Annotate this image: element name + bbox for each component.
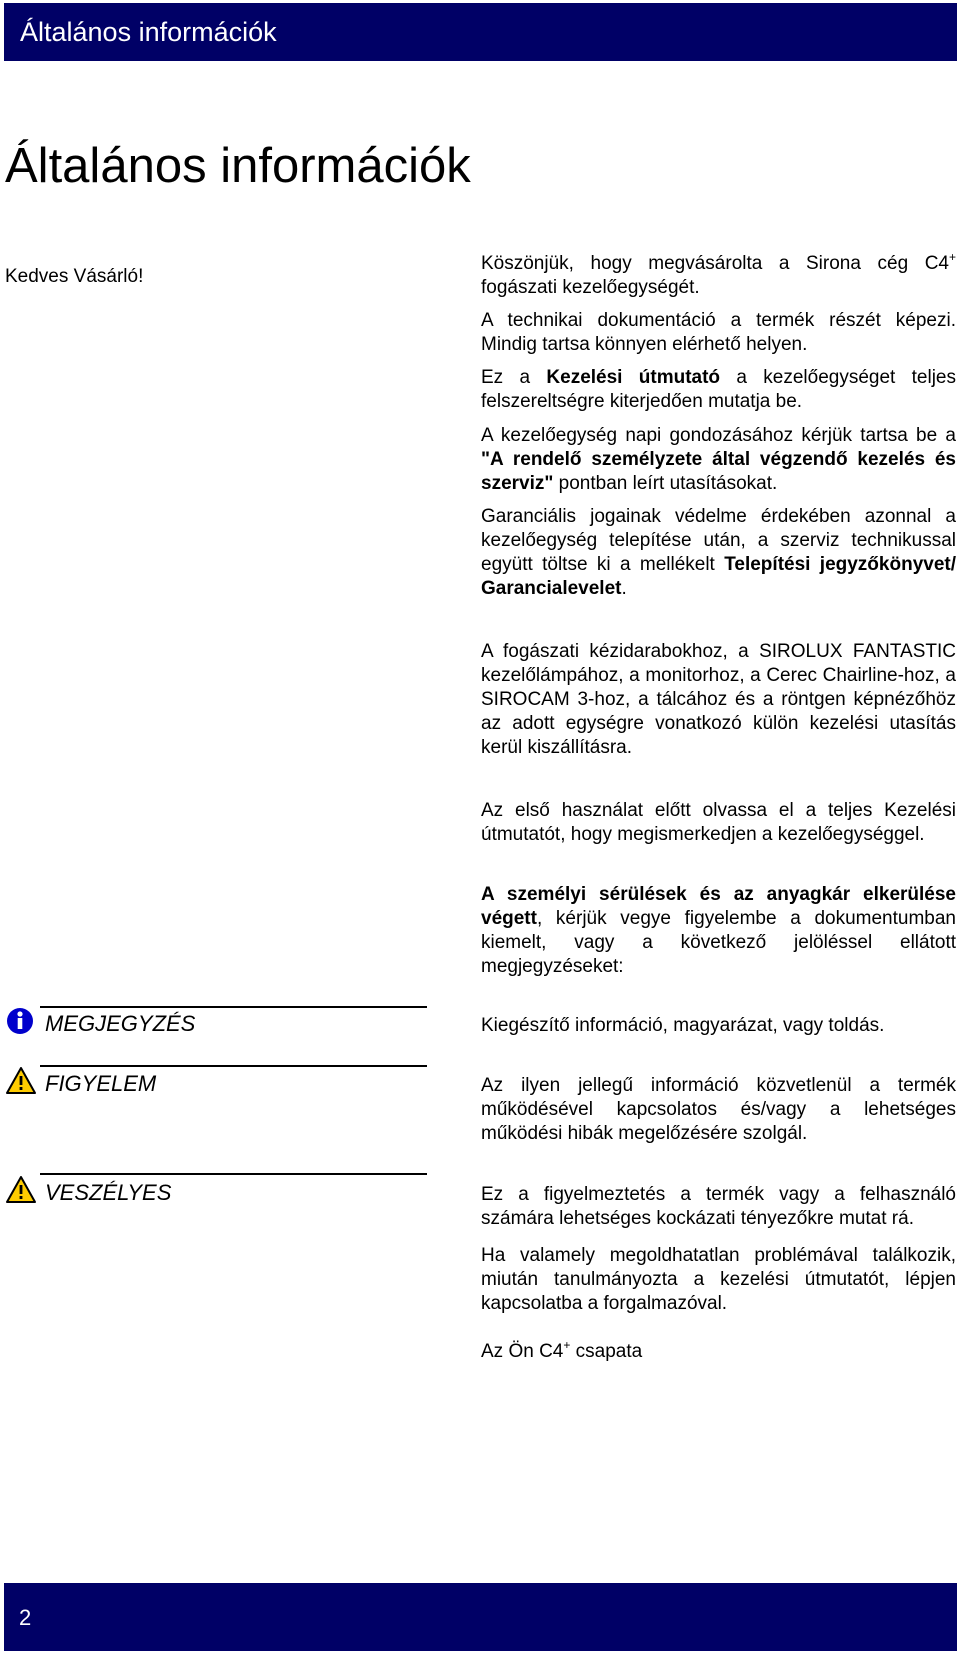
intro-p4-text: A kezelőegység napi gondozásához kérjük tartsa be a — [481, 425, 956, 446]
intro-p5-text-end: . — [621, 578, 627, 599]
intro-paragraph-1 — [481, 252, 956, 300]
intro-p4-text-end: pontban leírt utasításokat. — [553, 473, 778, 494]
intro-p3-text: Ez a — [481, 367, 547, 388]
intro-p3-bold: Kezelési útmutató — [546, 367, 721, 388]
intro-p1-sup: + — [948, 250, 956, 264]
closing-paragraph: Ha valamely megoldhatatlan problémával találkozik, miután tanulmányozta a kezelési útmutatót, lépjen kapcsolatba a forgalmazóval. — [481, 1245, 956, 1314]
intro-paragraph-7: Az első használat előtt olvassa el a teljes Kezelési útmutatót, hogy megismerkedjen a kezelőegységgel. — [481, 800, 956, 845]
caution-label: FIGYELEM — [45, 1071, 157, 1096]
header-bar — [4, 3, 957, 61]
intro-p1-text-end: fogászati kezelőegységét. — [481, 277, 700, 298]
intro-p5-text: Garanciális jogainak védelme érdekében azonnal a kezelőegység telepítése után, a szerviz technikussal együtt töltse ki a mellékelt — [481, 506, 956, 575]
danger-label: VESZÉLYES — [45, 1180, 172, 1205]
intro-p1-text: Köszönjük, hogy megvásárolta a Sirona cég C4 — [481, 253, 949, 274]
intro-paragraph-2: A technikai dokumentáció a termék részét képezi. Mindig tartsa könnyen elérhető helyen. — [481, 310, 956, 355]
footer-bar — [4, 1583, 957, 1651]
intro-paragraph-8 — [481, 883, 956, 979]
note-label: MEGJEGYZÉS — [45, 1011, 196, 1036]
warning-icon — [5, 1175, 37, 1210]
danger-divider — [40, 1173, 427, 1175]
intro-paragraph-4 — [481, 424, 956, 496]
caution-text: Az ilyen jellegű információ közvetlenül a termék működésével kapcsolatos és/vagy a lehetséges működési hibák megelőzésére szolgál. — [481, 1075, 956, 1144]
intro-paragraph-3 — [481, 366, 956, 414]
greeting: Kedves Vásárló! — [5, 266, 144, 287]
page-number: 2 — [19, 1605, 32, 1630]
header-title: Általános információk — [20, 17, 277, 47]
signature — [481, 1340, 956, 1364]
intro-p8-bold: A személyi sérülések és az anyagkár elkerülése végett — [481, 884, 956, 929]
signature-text-end: csapata — [570, 1341, 643, 1362]
intro-paragraph-5 — [481, 505, 956, 601]
caution-divider — [40, 1065, 427, 1067]
warning-icon — [5, 1066, 37, 1101]
signature-sup: + — [563, 1338, 571, 1352]
intro-p3-text-end: a kezelőegységet teljes felszereltségre kiterjedően mutatja be. — [481, 367, 956, 412]
signature-text: Az Ön C4 — [481, 1341, 564, 1362]
intro-p4-bold: "A rendelő személyzete által végzendő kezelés és szerviz" — [481, 449, 956, 494]
note-text: Kiegészítő információ, magyarázat, vagy toldás. — [481, 1015, 885, 1036]
danger-text: Ez a figyelmeztetés a termék vagy a felhasználó számára lehetséges kockázati tényezőkre mutat rá. — [481, 1184, 956, 1229]
intro-p5-bold: Telepítési jegyzőkönyvet/ Garancialevelet — [481, 554, 956, 599]
intro-p8-text: , kérjük vegye figyelembe a dokumentumban kiemelt, vagy a következő jelöléssel ellátott megjegyzéseket: — [481, 908, 956, 977]
note-divider — [40, 1006, 427, 1008]
intro-paragraph-6: A fogászati kézidarabokhoz, a SIROLUX FANTASTIC kezelőlámpához, a monitorhoz, a Cerec Chairline-hoz, a SIROCAM 3-hoz, a tálcához és a röntgen képnézőhöz az adott egységre vonatkozó külön kezelési utasítás kerül kiszállításra. — [481, 641, 956, 758]
info-icon — [5, 1006, 35, 1041]
page-title: Általános információk — [5, 139, 471, 193]
